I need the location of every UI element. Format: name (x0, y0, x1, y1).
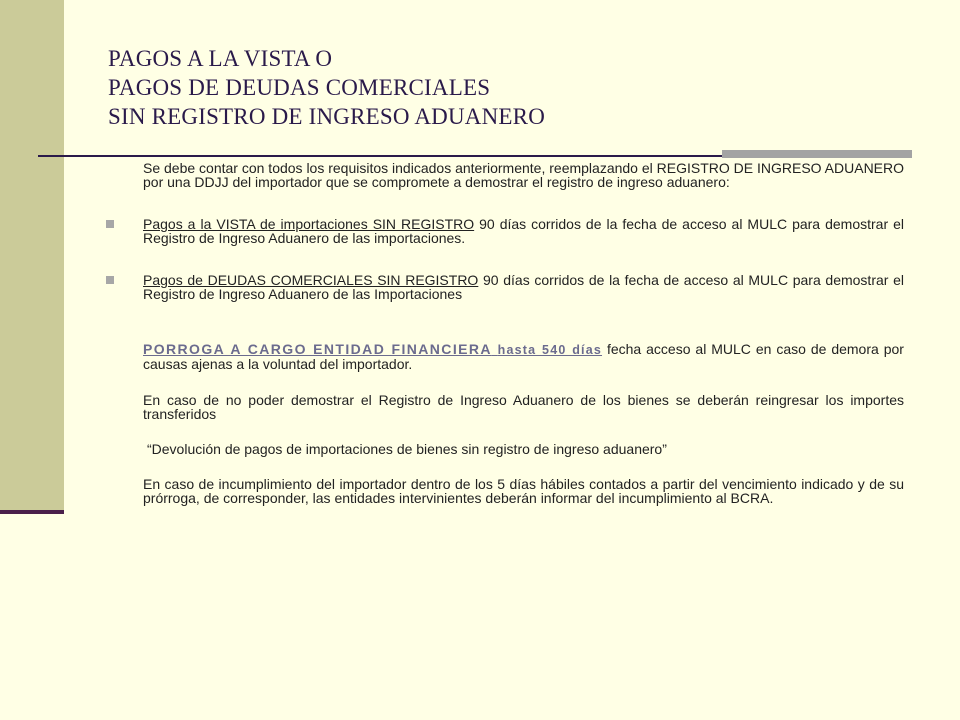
intro-paragraph: Se debe contar con todos los requisitos indicados anteriormente, reemplazando el REGISTRO DE INGRESO ADUANERO por una DDJJ del importador que se compromete a demostrar el registro de ingreso aduanero: (143, 160, 905, 190)
title-line-3: SIN REGISTRO DE INGRESO ADUANERO (108, 104, 546, 129)
left-sidebar-band (0, 0, 64, 512)
no-demostrar-paragraph: En caso de no poder demostrar el Registro de Ingreso Aduanero de los bienes se deberán reingresar los importes transferidos (143, 392, 904, 422)
prorroga-text: fecha acceso al MULC en caso de demora por causas ajenas a la voluntad del importador. (143, 341, 904, 372)
prorroga-link[interactable] (143, 341, 602, 357)
bullet-deudas-text: 90 días corridos de la fecha de acceso al MULC para demostrar el Registro de Ingreso Aduanero de las Importaciones (143, 272, 904, 302)
slide-title (108, 44, 908, 131)
prorroga-paragraph (143, 342, 904, 371)
bullet-vista-text: 90 días corridos de la fecha de acceso al MULC para demostrar el Registro de Ingreso Aduanero de las importaciones. (143, 216, 904, 246)
bullet-item-vista (143, 217, 904, 245)
square-bullet-icon (106, 276, 114, 284)
prorroga-link-tail: hasta 540 días (497, 343, 603, 357)
sidebar-divider (0, 510, 64, 514)
title-line-2: PAGOS DE DEUDAS COMERCIALES (108, 75, 491, 100)
bullet-deudas-heading: Pagos de DEUDAS COMERCIALES SIN REGISTRO (143, 272, 479, 288)
devolucion-quote: “Devolución de pagos de importaciones de bienes sin registro de ingreso aduanero” (147, 441, 667, 457)
bullet-item-deudas (143, 273, 904, 301)
title-rule-accent (722, 150, 912, 158)
square-bullet-icon (106, 220, 114, 228)
bullet-vista-heading: Pagos a la VISTA de importaciones SIN REGISTRO (143, 216, 475, 232)
incumplimiento-paragraph: En caso de incumplimiento del importador dentro de los 5 días hábiles contados a partir del vencimiento indicado y de su prórroga, de corresponder, las entidades intervinientes deberán informar del incumplimiento al BCRA. (143, 476, 904, 506)
prorroga-link-main: PORROGA A CARGO ENTIDAD FINANCIERA (143, 341, 492, 357)
title-line-1: PAGOS A LA VISTA O (108, 46, 333, 71)
slide-body (143, 161, 904, 505)
